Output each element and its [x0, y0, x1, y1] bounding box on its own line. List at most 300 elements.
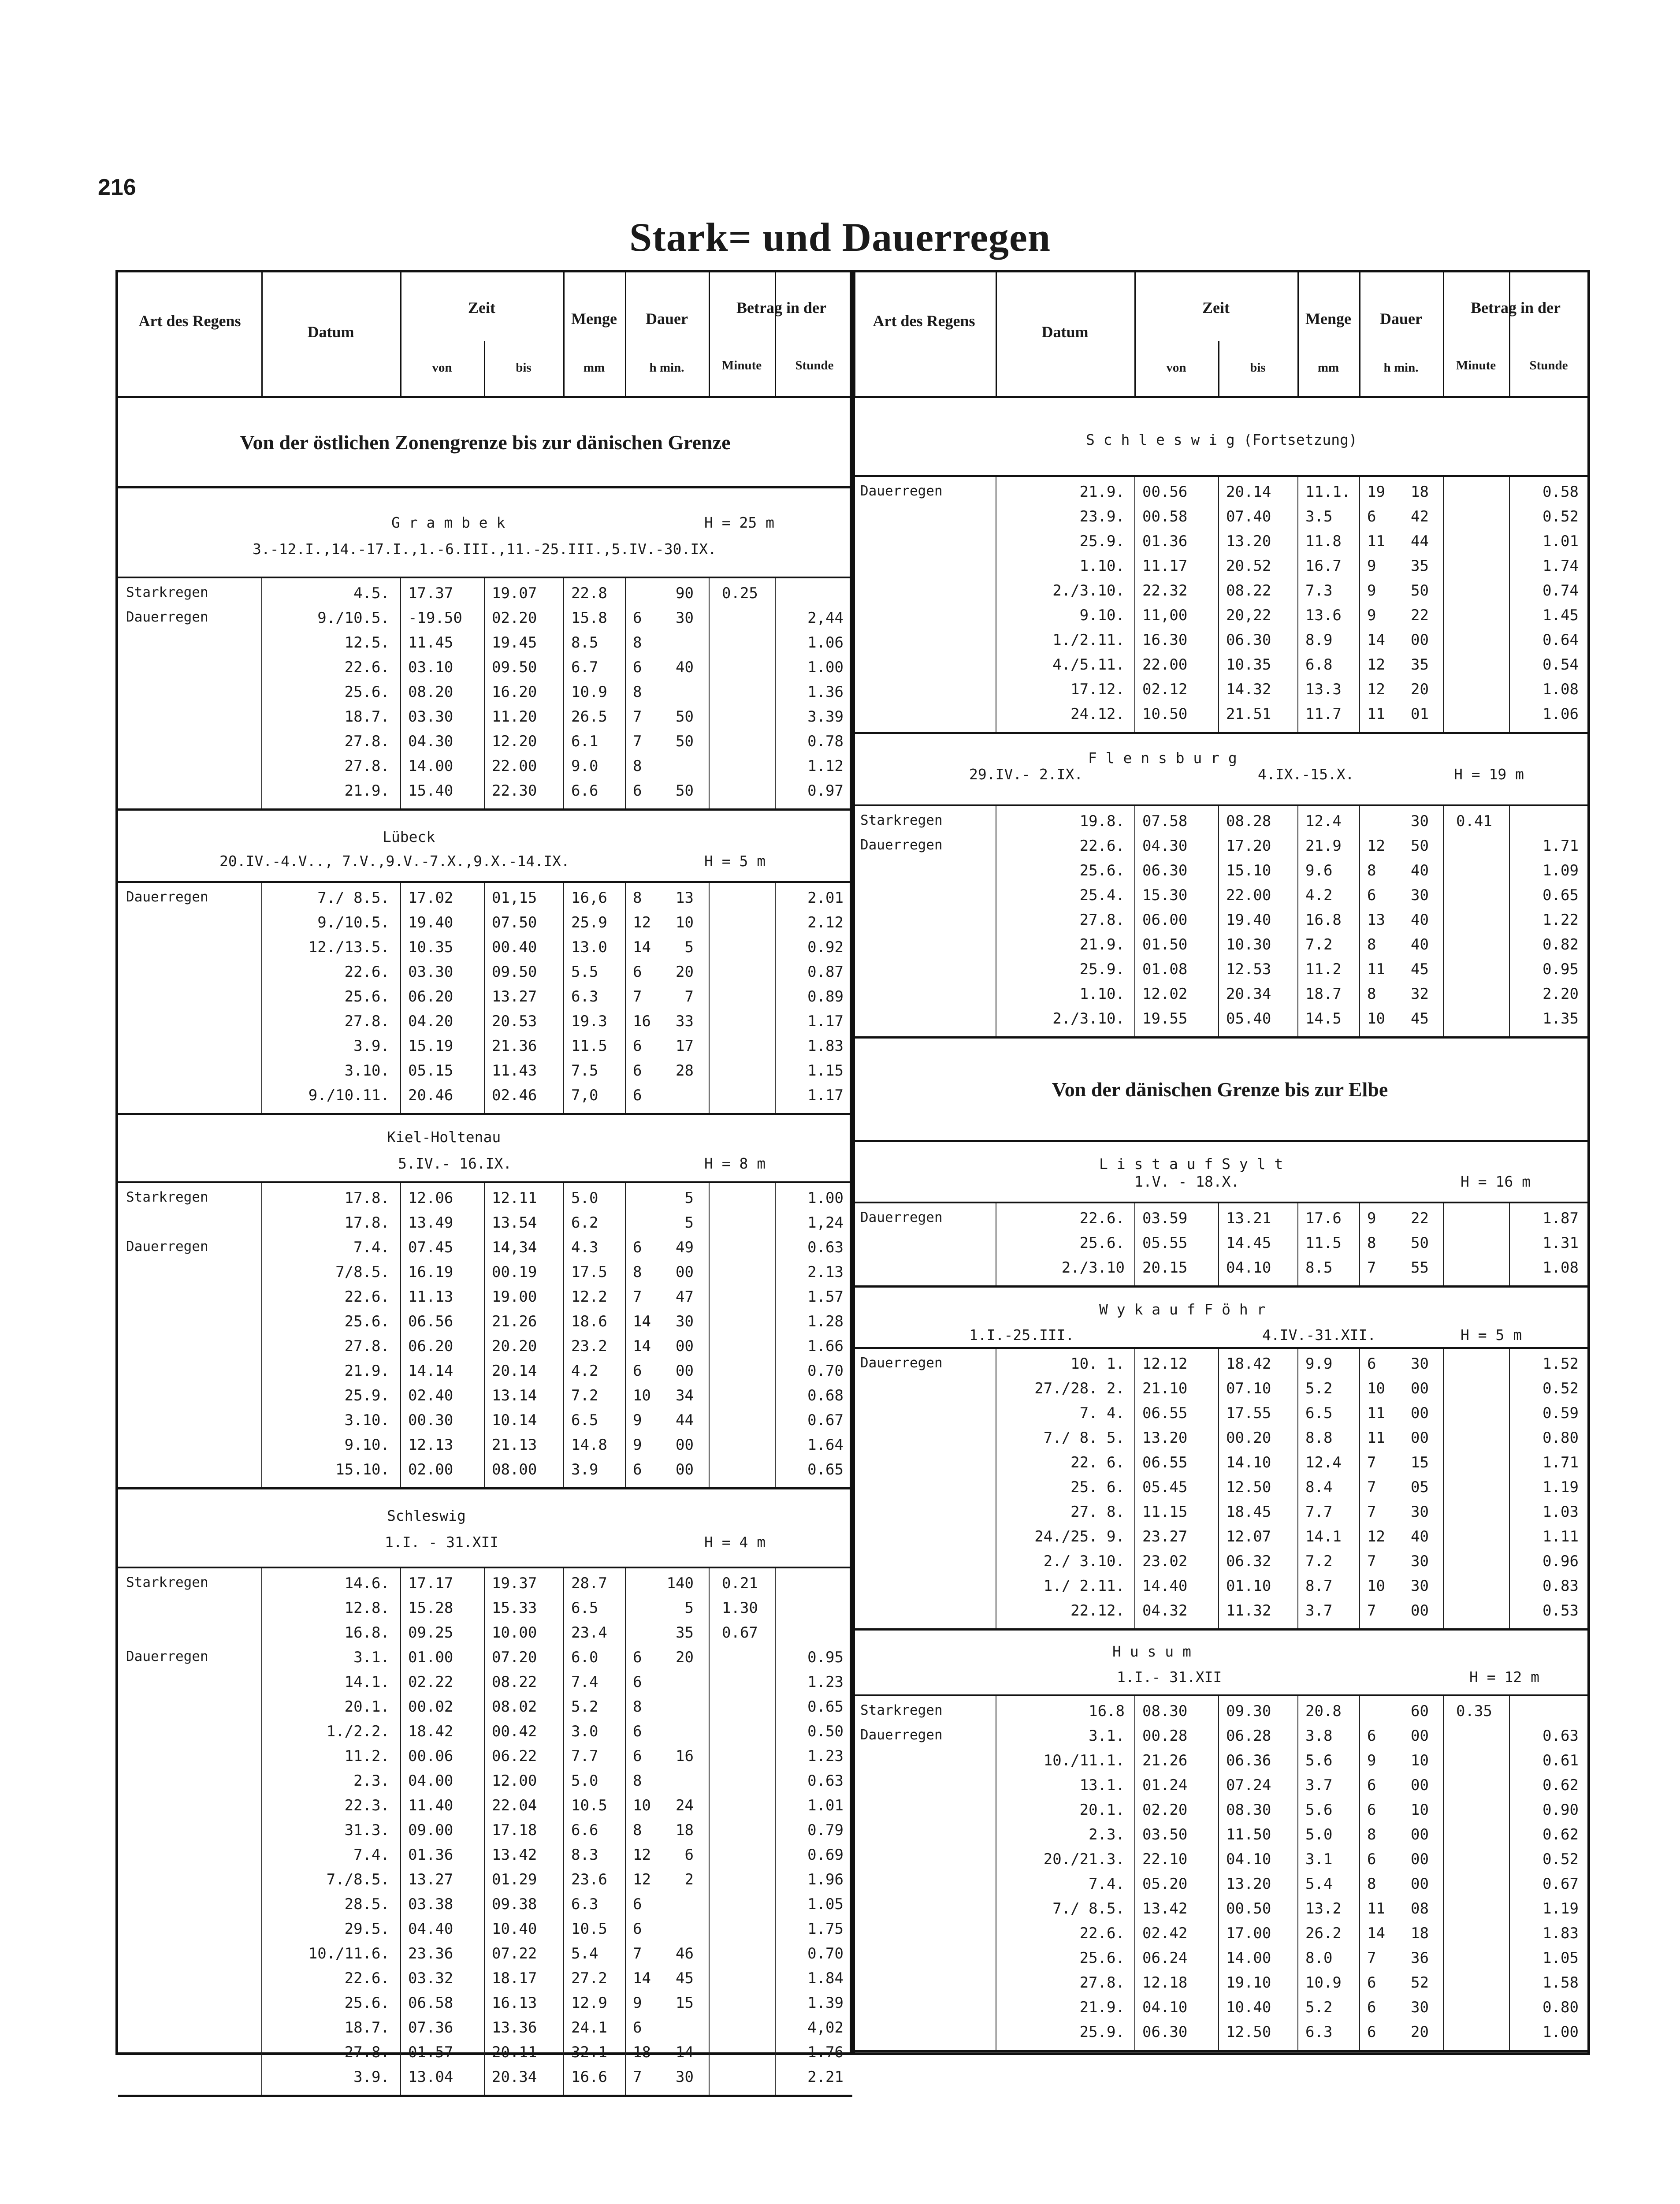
cell-menge: 4.2: [1305, 886, 1333, 904]
cell-von: -19.50: [408, 609, 462, 627]
cell-datum: 7./ 8.5.: [317, 889, 390, 907]
table-row: [118, 1744, 852, 1768]
cell-datum: 19.8.: [1079, 812, 1125, 830]
cell-menge: 24.1: [571, 2019, 607, 2036]
cell-von: 00.56: [1142, 483, 1188, 501]
header-datum: Datum: [307, 323, 354, 341]
cell-dauer-min: 14: [676, 2044, 694, 2061]
cell-bis: 01,15: [492, 889, 537, 907]
cell-dauer-h: 7: [633, 708, 642, 726]
cell-datum: 9./10.5.: [317, 914, 390, 931]
cell-dauer-h: 12: [1367, 656, 1385, 674]
cell-art: Starkregen: [860, 1702, 943, 1718]
cell-bis: 09.50: [492, 659, 537, 676]
cell-dauer-min: 30: [676, 609, 694, 627]
table-row: [118, 1768, 852, 1793]
cell-von: 15.19: [408, 1037, 453, 1055]
cell-menge: 13.3: [1305, 681, 1342, 698]
cell-minute: 0.21: [722, 1575, 758, 1592]
cell-bis: 19.00: [492, 1288, 537, 1306]
cell-datum: 2.3.: [353, 1772, 390, 1790]
table-row: [118, 1719, 852, 1744]
cell-datum: 4./5.11.: [1052, 656, 1125, 674]
table-row: [118, 1408, 852, 1433]
cell-dauer-min: 10: [1411, 1752, 1429, 1769]
cell-dauer-h: 16: [633, 1013, 651, 1030]
cell-bis: 10.40: [1226, 1999, 1271, 2016]
cell-dauer-min: 00: [1411, 1602, 1429, 1619]
cell-von: 02.40: [408, 1387, 453, 1404]
cell-von: 22.00: [1142, 656, 1188, 674]
cell-stunde: 0.59: [1542, 1404, 1579, 1422]
cell-datum: 4.5.: [353, 585, 390, 602]
cell-von: 01.24: [1142, 1776, 1188, 1794]
station-line: 1.V. - 18.X.: [1134, 1173, 1240, 1190]
cell-datum: 7.4.: [1089, 1875, 1125, 1893]
cell-menge: 22.8: [571, 585, 607, 602]
cell-dauer-h: 12: [1367, 1528, 1385, 1545]
cell-art: Dauerregen: [860, 483, 943, 499]
cell-dauer-h: 6: [633, 1461, 642, 1478]
table-header: [118, 272, 852, 398]
cell-stunde: 0.80: [1542, 1999, 1579, 2016]
cell-bis: 13.14: [492, 1387, 537, 1404]
table-row: [852, 1995, 1587, 2020]
cell-datum: 25.9.: [1079, 2023, 1125, 2041]
cell-dauer-h: 11: [1367, 1429, 1385, 1447]
header-h-min: h min.: [649, 361, 684, 375]
cell-von: 13.42: [1142, 1900, 1188, 1917]
station-header: [118, 488, 852, 578]
cell-dauer-min: 7: [684, 988, 694, 1005]
cell-menge: 28.7: [571, 1575, 607, 1592]
cell-art: Dauerregen: [860, 1355, 943, 1371]
cell-dauer-min: 40: [676, 659, 694, 676]
cell-dauer-h: 8: [1367, 862, 1376, 879]
cell-datum: 25.6.: [344, 683, 390, 701]
cell-bis: 12.53: [1226, 961, 1271, 978]
cell-datum: 3.10.: [344, 1411, 390, 1429]
cell-bis: 13.20: [1226, 532, 1271, 550]
cell-stunde: 0.63: [807, 1239, 844, 1256]
cell-dauer-h: 10: [1367, 1577, 1385, 1595]
table-row: [852, 1921, 1587, 1946]
cell-von: 11.15: [1142, 1503, 1188, 1521]
cell-datum: 17.12.: [1070, 681, 1125, 698]
cell-von: 22.32: [1142, 582, 1188, 599]
header-minute: Minute: [1456, 358, 1496, 372]
cell-dauer-h: 9: [1367, 557, 1376, 575]
cell-dauer-min: 45: [1411, 1010, 1429, 1028]
cell-bis: 11.32: [1226, 1602, 1271, 1619]
cell-bis: 14.45: [1226, 1234, 1271, 1252]
cell-datum: 25.6.: [1079, 862, 1125, 879]
cell-von: 04.32: [1142, 1602, 1188, 1619]
cell-bis: 17.55: [1226, 1404, 1271, 1422]
cell-von: 01.00: [408, 1649, 453, 1666]
header-mm: mm: [583, 361, 605, 375]
cell-stunde: 1.87: [1542, 1210, 1579, 1227]
cell-datum: 27.8.: [344, 1013, 390, 1030]
table-row: [118, 778, 852, 803]
cell-stunde: 0.74: [1542, 582, 1579, 599]
table-row: [118, 1457, 852, 1482]
table-row: [852, 1231, 1587, 1255]
cell-bis: 04.10: [1226, 1259, 1271, 1277]
cell-von: 14.14: [408, 1362, 453, 1380]
station-line: H = 5 m: [1461, 1326, 1522, 1344]
cell-bis: 19.10: [1226, 1974, 1271, 1992]
cell-dauer-h: 7: [1367, 1454, 1376, 1471]
cell-dauer-h: 9: [1367, 1752, 1376, 1769]
cell-bis: 16.20: [492, 683, 537, 701]
table-row: [852, 1699, 1587, 1724]
header-h-min: h min.: [1383, 361, 1419, 375]
cell-dauer-h: 6: [633, 1723, 642, 1740]
cell-von: 04.00: [408, 1772, 453, 1790]
cell-dauer-min: 52: [1411, 1974, 1429, 1992]
table-row: [852, 628, 1587, 652]
cell-datum: 7. 4.: [1079, 1404, 1125, 1422]
cell-stunde: 0.92: [807, 938, 844, 956]
table-row: [118, 1843, 852, 1867]
cell-von: 01.50: [1142, 936, 1188, 953]
cell-menge: 16.7: [1305, 557, 1342, 575]
cell-von: 04.40: [408, 1920, 453, 1938]
cell-menge: 8.8: [1305, 1429, 1333, 1447]
cell-von: 15.30: [1142, 886, 1188, 904]
cell-dauer-min: 32: [1411, 985, 1429, 1003]
cell-dauer-min: 24: [676, 1797, 694, 1814]
cell-menge: 27.2: [571, 1969, 607, 1987]
cell-datum: 17.8.: [344, 1189, 390, 1207]
cell-von: 06.20: [408, 1337, 453, 1355]
cell-datum: 22.6.: [1079, 837, 1125, 855]
cell-datum: 25.9.: [344, 1387, 390, 1404]
cell-menge: 8.0: [1305, 1949, 1333, 1967]
cell-bis: 18.45: [1226, 1503, 1271, 1521]
cell-dauer-min: 55: [1411, 1259, 1429, 1277]
cell-menge: 11.2: [1305, 961, 1342, 978]
cell-dauer-h: 12: [1367, 837, 1385, 855]
cell-bis: 19.40: [1226, 911, 1271, 929]
cell-von: 00.30: [408, 1411, 453, 1429]
table-row: [852, 1426, 1587, 1450]
cell-dauer-h: 6: [633, 609, 642, 627]
cell-dauer-min: 50: [676, 782, 694, 800]
table-row: [118, 1645, 852, 1670]
cell-stunde: 1.06: [807, 634, 844, 652]
cell-von: 11.40: [408, 1797, 453, 1814]
header-von: von: [432, 361, 452, 375]
cell-stunde: 0.63: [1542, 1727, 1579, 1745]
cell-menge: 12.4: [1305, 812, 1342, 830]
cell-dauer-h: 9: [1367, 1210, 1376, 1227]
cell-datum: 1.10.: [1079, 557, 1125, 575]
header-divider: [1443, 272, 1444, 396]
cell-stunde: 0.79: [807, 1821, 844, 1839]
cell-dauer-min: 22: [1411, 607, 1429, 624]
table-row: [852, 1351, 1587, 1376]
table-row: [852, 529, 1587, 554]
cell-menge: 10.5: [571, 1920, 607, 1938]
cell-stunde: 1.71: [1542, 837, 1579, 855]
cell-stunde: 0.65: [807, 1461, 844, 1478]
cell-dauer-h: 6: [633, 1649, 642, 1666]
cell-stunde: 0.89: [807, 988, 844, 1005]
cell-bis: 10.35: [1226, 656, 1271, 674]
cell-stunde: 0.62: [1542, 1776, 1579, 1794]
cell-datum: 25.6.: [344, 1994, 390, 2012]
cell-datum: 21.9.: [1079, 483, 1125, 501]
cell-stunde: 0.95: [807, 1649, 844, 1666]
cell-von: 11.13: [408, 1288, 453, 1306]
cell-stunde: 3.39: [807, 708, 844, 726]
cell-von: 12.18: [1142, 1974, 1188, 1992]
cell-bis: 13.27: [492, 988, 537, 1005]
table-row: [118, 1818, 852, 1843]
cell-von: 02.12: [1142, 681, 1188, 698]
cell-stunde: 1.57: [807, 1288, 844, 1306]
cell-stunde: 1.84: [807, 1969, 844, 1987]
cell-stunde: 0.65: [807, 1698, 844, 1716]
cell-menge: 6.2: [571, 1214, 598, 1232]
cell-stunde: 1.03: [1542, 1503, 1579, 1521]
cell-dauer-min: 49: [676, 1239, 694, 1256]
cell-bis: 12.07: [1226, 1528, 1271, 1545]
cell-dauer-h: 6: [633, 1673, 642, 1691]
table-row: [118, 655, 852, 680]
cell-bis: 13.36: [492, 2019, 537, 2036]
header-divider: [1359, 272, 1360, 396]
cell-menge: 32.1: [571, 2044, 607, 2061]
cell-menge: 3.5: [1305, 508, 1333, 525]
cell-bis: 17.20: [1226, 837, 1271, 855]
table-row: [852, 1724, 1587, 1748]
cell-art: Dauerregen: [126, 889, 208, 905]
cell-datum: 10./11.1.: [1043, 1752, 1125, 1769]
cell-von: 15.28: [408, 1599, 453, 1617]
table-row: [118, 984, 852, 1009]
cell-bis: 19.07: [492, 585, 537, 602]
cell-dauer-h: 7: [633, 733, 642, 750]
cell-bis: 21.13: [492, 1436, 537, 1454]
cell-minute: 0.25: [722, 585, 758, 602]
cell-menge: 23.4: [571, 1624, 607, 1642]
cell-art: Dauerregen: [860, 1210, 943, 1225]
cell-dauer-h: 11: [1367, 705, 1385, 723]
cell-datum: 22.6.: [344, 659, 390, 676]
cell-von: 20.15: [1142, 1259, 1188, 1277]
cell-bis: 21.26: [492, 1313, 537, 1330]
cell-von: 23.02: [1142, 1552, 1188, 1570]
header-menge: Menge: [571, 310, 617, 328]
cell-menge: 3.7: [1305, 1602, 1333, 1619]
cell-dauer-min: 15: [1411, 1454, 1429, 1471]
cell-von: 01.08: [1142, 961, 1188, 978]
cell-menge: 7.5: [571, 1062, 598, 1080]
table-row: [118, 680, 852, 704]
cell-dauer-min: 50: [676, 708, 694, 726]
cell-dauer-min: 50: [1411, 837, 1429, 855]
cell-stunde: 0.90: [1542, 1801, 1579, 1819]
cell-bis: 20.34: [492, 2068, 537, 2086]
cell-stunde: 1.96: [807, 1871, 844, 1888]
station-line: H = 5 m: [704, 853, 766, 870]
cell-dauer-min: 36: [1411, 1949, 1429, 1967]
cell-dauer-h: 6: [633, 1239, 642, 1256]
station-line: 1.I.- 31.XII: [1117, 1668, 1222, 1686]
cell-von: 09.25: [408, 1624, 453, 1642]
table-row: [118, 1309, 852, 1334]
cell-dauer-min: 5: [684, 1599, 694, 1617]
cell-stunde: 0.97: [807, 782, 844, 800]
cell-dauer-min: 44: [676, 1411, 694, 1429]
station-line: 29.IV.- 2.IX.: [969, 766, 1083, 783]
cell-von: 19.55: [1142, 1010, 1188, 1028]
cell-stunde: 0.61: [1542, 1752, 1579, 1769]
station-line: H = 4 m: [704, 1534, 766, 1551]
cell-dauer-min: 33: [676, 1013, 694, 1030]
cell-von: 14.40: [1142, 1577, 1188, 1595]
cell-dauer-h: 6: [633, 1920, 642, 1938]
cell-bis: 20.34: [1226, 985, 1271, 1003]
cell-dauer-h: 14: [1367, 631, 1385, 649]
cell-datum: 7./8.5.: [326, 1871, 390, 1888]
cell-von: 00.58: [1142, 508, 1188, 525]
cell-von: 01.57: [408, 2044, 453, 2061]
cell-von: 04.30: [408, 733, 453, 750]
cell-stunde: 0.96: [1542, 1552, 1579, 1570]
cell-dauer-h: 6: [1367, 1801, 1376, 1819]
cell-datum: 9./10.11.: [308, 1087, 390, 1104]
station-line: S c h l e s w i g (Fortsetzung): [1086, 431, 1357, 448]
cell-datum: 25.6.: [344, 1313, 390, 1330]
cell-menge: 8.5: [571, 634, 598, 652]
cell-bis: 13.20: [1226, 1875, 1271, 1893]
cell-datum: 22.6.: [344, 1288, 390, 1306]
table-row: [852, 1847, 1587, 1872]
cell-dauer-min: 00: [1411, 1727, 1429, 1745]
cell-stunde: 1.01: [807, 1797, 844, 1814]
cell-datum: 15.10.: [335, 1461, 390, 1478]
cell-dauer-h: 10: [1367, 1380, 1385, 1397]
cell-dauer-h: 14: [633, 1337, 651, 1355]
header-art: Art des Regens: [138, 312, 241, 330]
cell-bis: 09.30: [1226, 1702, 1271, 1720]
cell-bis: 22.30: [492, 782, 537, 800]
cell-datum: 22.6.: [1079, 1925, 1125, 1942]
cell-dauer-min: 44: [1411, 532, 1429, 550]
table-body: [852, 398, 1587, 2052]
header-datum: Datum: [1041, 323, 1089, 341]
cell-dauer-h: 8: [1367, 1826, 1376, 1843]
cell-datum: 3.9.: [353, 1037, 390, 1055]
cell-dauer-min: 30: [1411, 1355, 1429, 1373]
header-von: von: [1166, 361, 1186, 375]
station-line: H = 16 m: [1461, 1173, 1531, 1190]
cell-bis: 00.40: [492, 938, 537, 956]
cell-menge: 13.2: [1305, 1900, 1342, 1917]
data-rows: [118, 1568, 852, 2097]
station-line: 4.IX.-15.X.: [1258, 766, 1354, 783]
cell-dauer-h: 6: [633, 2019, 642, 2036]
cell-bis: 13.54: [492, 1214, 537, 1232]
table-row: [118, 1383, 852, 1408]
cell-menge: 5.6: [1305, 1752, 1333, 1769]
cell-bis: 16.13: [492, 1994, 537, 2012]
cell-dauer-h: 8: [633, 634, 642, 652]
table-row: [118, 754, 852, 778]
cell-stunde: 0.95: [1542, 961, 1579, 978]
cell-stunde: 0.65: [1542, 886, 1579, 904]
table-row: [852, 554, 1587, 578]
cell-stunde: 1.35: [1542, 1010, 1579, 1028]
cell-minute: 0.35: [1456, 1702, 1492, 1720]
cell-dauer-h: 14: [633, 1969, 651, 1987]
cell-datum: 25.6.: [1079, 1234, 1125, 1252]
cell-datum: 13.1.: [1079, 1776, 1125, 1794]
cell-stunde: 1.64: [807, 1436, 844, 1454]
cell-menge: 12.2: [571, 1288, 607, 1306]
table-row: [118, 1793, 852, 1818]
cell-datum: 3.9.: [353, 2068, 390, 2086]
cell-von: 06.30: [1142, 2023, 1188, 2041]
table-row: [852, 652, 1587, 677]
cell-von: 10.35: [408, 938, 453, 956]
cell-stunde: 1.00: [807, 1189, 844, 1207]
cell-menge: 11.1.: [1305, 483, 1351, 501]
station-line: H = 12 m: [1469, 1668, 1539, 1686]
cell-dauer-h: 14: [1367, 1925, 1385, 1942]
cell-menge: 6.8: [1305, 656, 1333, 674]
cell-von: 02.42: [1142, 1925, 1188, 1942]
cell-datum: 27.8.: [344, 757, 390, 775]
cell-datum: 12.8.: [344, 1599, 390, 1617]
cell-menge: 9.0: [571, 757, 598, 775]
cell-stunde: 0.80: [1542, 1429, 1579, 1447]
cell-dauer-min: 30: [1411, 1577, 1429, 1595]
cell-dauer-min: 6: [684, 1846, 694, 1864]
cell-stunde: 4,02: [807, 2019, 844, 2036]
cell-dauer-min: 30: [1411, 886, 1429, 904]
table-row: [852, 1872, 1587, 1896]
cell-datum: 22.3.: [344, 1797, 390, 1814]
cell-dauer-h: 8: [1367, 936, 1376, 953]
cell-dauer-min: 40: [1411, 936, 1429, 953]
cell-stunde: 0.70: [807, 1362, 844, 1380]
cell-datum: 27.8.: [344, 2044, 390, 2061]
cell-stunde: 1.83: [1542, 1925, 1579, 1942]
cell-von: 13.27: [408, 1871, 453, 1888]
cell-stunde: 0.54: [1542, 656, 1579, 674]
cell-bis: 10.00: [492, 1624, 537, 1642]
cell-datum: 21.9.: [1079, 936, 1125, 953]
station-header: [118, 1489, 852, 1568]
cell-bis: 11.50: [1226, 1826, 1271, 1843]
cell-menge: 14.1: [1305, 1528, 1342, 1545]
cell-datum: 2./3.10: [1061, 1259, 1125, 1277]
cell-menge: 23.6: [571, 1871, 607, 1888]
cell-dauer-min: 50: [1411, 582, 1429, 599]
cell-dauer-min: 00: [676, 1263, 694, 1281]
cell-von: 10.50: [1142, 705, 1188, 723]
cell-dauer-h: 6: [633, 1087, 642, 1104]
table-row: [118, 1210, 852, 1235]
cell-menge: 23.2: [571, 1337, 607, 1355]
cell-dauer-h: 7: [1367, 1949, 1376, 1967]
cell-bis: 20.53: [492, 1013, 537, 1030]
